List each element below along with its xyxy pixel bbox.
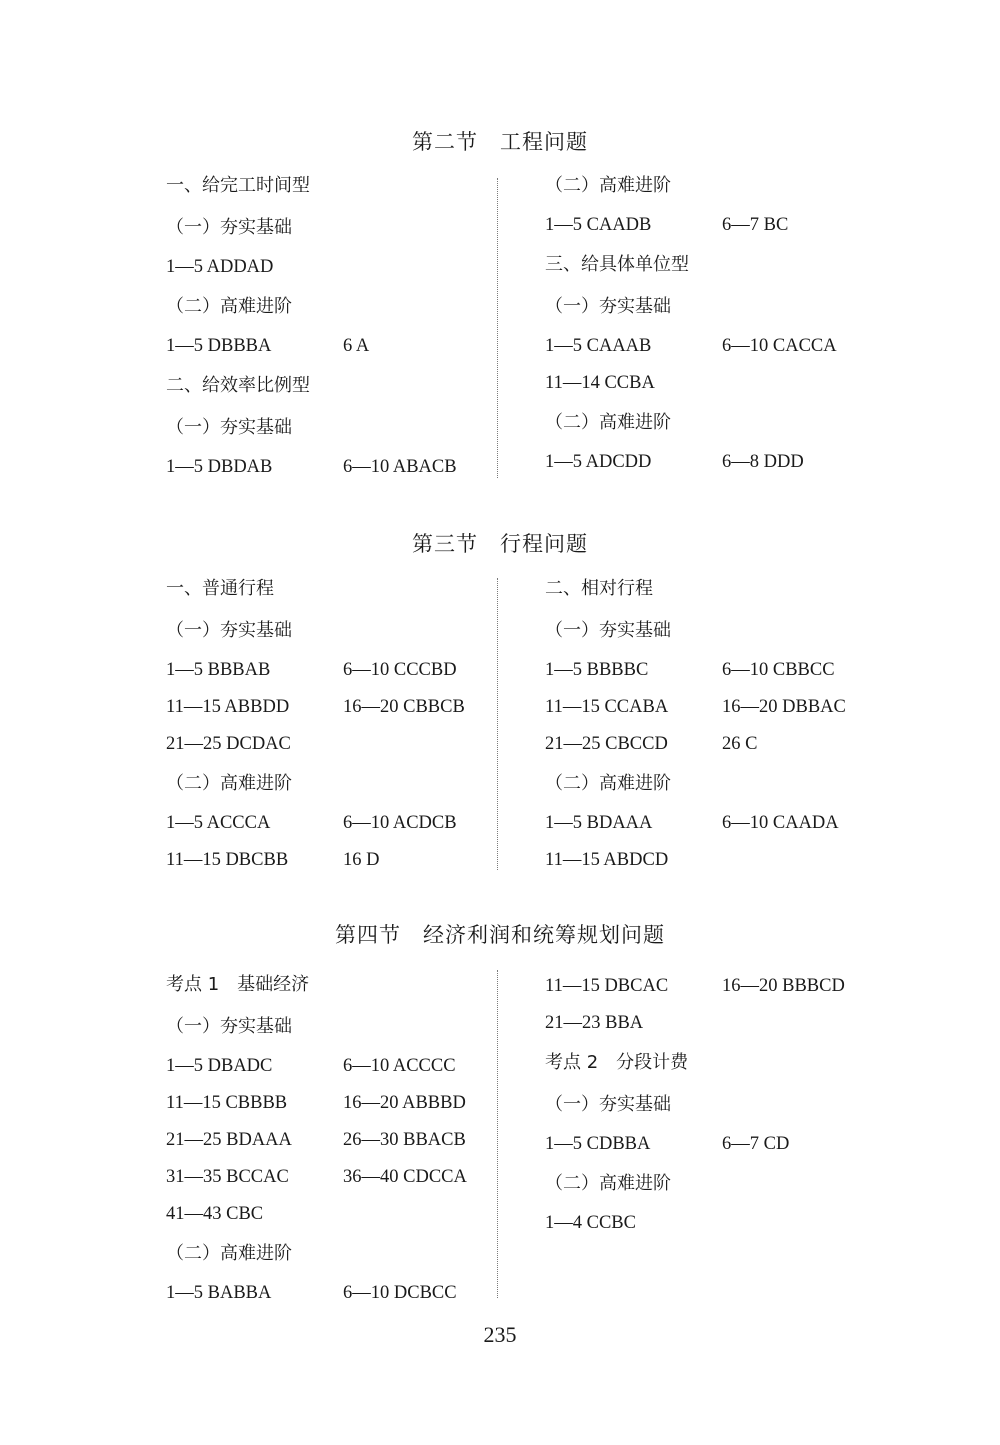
subsection-heading: 考点 1 基础经济: [166, 974, 310, 995]
answer-range: 1—5 BABBA: [166, 1283, 272, 1303]
answer-range: 16—20 DBBAC: [722, 697, 846, 717]
answer-range: 1—5 ADDAD: [166, 257, 274, 277]
answer-range: 6—10 CACCA: [722, 336, 837, 356]
answer-row: [166, 1122, 506, 1159]
answer-range: 6—10 CCCBD: [343, 660, 457, 680]
answer-range: 11—15 ABBDD: [166, 697, 290, 717]
answer-range: 1—5 DBBBA: [166, 336, 272, 356]
answer-row: [166, 1159, 506, 1196]
answer-range: 36—40 CDCCA: [343, 1167, 467, 1187]
answer-range: 16 D: [343, 850, 380, 870]
answer-row: [166, 726, 506, 763]
subsection-heading: 一、给完工时间型: [166, 175, 310, 196]
answer-range: 1—5 CDBBA: [545, 1134, 651, 1154]
answer-row: [545, 805, 885, 842]
section-name: 工程问题: [500, 130, 588, 154]
level-label: （二）高难进阶: [545, 412, 671, 433]
answer-range: 16—20 CBBCB: [343, 697, 465, 717]
section-number: 第三节: [412, 532, 478, 556]
answer-range: 11—15 ABDCD: [545, 850, 669, 870]
answer-range: 6—8 DDD: [722, 452, 804, 472]
section-title-4: [0, 919, 1000, 949]
answer-row: [166, 652, 506, 689]
answer-row: [545, 689, 885, 726]
answer-range: 1—5 ADCDD: [545, 452, 652, 472]
subsection-heading: 三、给具体单位型: [545, 254, 689, 275]
answer-range: 1—5 BBBBC: [545, 660, 649, 680]
answer-row: [166, 689, 506, 726]
section-title-2: [0, 126, 1000, 156]
answer-range: 16—20 ABBBD: [343, 1093, 466, 1113]
section-number: 第二节: [412, 130, 478, 154]
answer-row: [545, 1005, 885, 1042]
answer-row: [545, 652, 885, 689]
answer-row: [166, 1275, 506, 1312]
answer-range: 11—15 CCABA: [545, 697, 669, 717]
answer-range: 1—5 DBADC: [166, 1056, 273, 1076]
answer-range: 26—30 BBACB: [343, 1130, 466, 1150]
subsection-heading: 考点 2 分段计费: [545, 1052, 689, 1073]
answer-range: 11—14 CCBA: [545, 373, 655, 393]
answer-row: [166, 449, 506, 486]
answer-row: [545, 842, 885, 879]
subsection-heading: 一、普通行程: [166, 578, 274, 599]
answer-row: [166, 249, 506, 286]
level-label: （二）高难进阶: [545, 773, 671, 794]
answer-range: 1—5 DBDAB: [166, 457, 273, 477]
answer-range: 6—10 CAADA: [722, 813, 839, 833]
answer-row: [545, 328, 885, 365]
section-number: 第四节: [335, 923, 401, 947]
answer-range: 1—5 BBBAB: [166, 660, 271, 680]
answer-range: 26 C: [722, 734, 758, 754]
level-label: （一）夯实基础: [166, 217, 292, 238]
answer-row: [545, 1205, 885, 1242]
level-label: （二）高难进阶: [545, 175, 671, 196]
page-number: 235: [483, 1322, 517, 1347]
answer-row: [166, 1085, 506, 1122]
answer-range: 11—15 CBBBB: [166, 1093, 288, 1113]
level-label: （一）夯实基础: [545, 620, 671, 641]
answer-row: [545, 1126, 885, 1163]
subsection-heading: 二、给效率比例型: [166, 375, 310, 396]
answer-range: 21—25 BDAAA: [166, 1130, 292, 1150]
level-label: （二）高难进阶: [166, 773, 292, 794]
level-label: （一）夯实基础: [166, 417, 292, 438]
answer-row: [545, 365, 885, 402]
level-label: （一）夯实基础: [166, 1016, 292, 1037]
answer-range: 1—5 ACCCA: [166, 813, 271, 833]
level-label: （一）夯实基础: [166, 620, 292, 641]
answer-row: [545, 726, 885, 763]
answer-range: 11—15 DBCAC: [545, 976, 669, 996]
section-4-left-column: [166, 964, 506, 1312]
answer-row: [545, 207, 885, 244]
section-3-right-column: [545, 568, 885, 879]
section-name: 经济利润和统筹规划问题: [423, 923, 665, 947]
answer-range: 6—10 ABACB: [343, 457, 457, 477]
answer-range: 6—10 DCBCC: [343, 1283, 457, 1303]
answer-range: 6—10 CBBCC: [722, 660, 835, 680]
section-name: 行程问题: [500, 532, 588, 556]
answer-range: 16—20 BBBCD: [722, 976, 845, 996]
answer-row: [545, 968, 885, 1005]
answer-range: 11—15 DBCBB: [166, 850, 289, 870]
answer-range: 1—5 CAAAB: [545, 336, 652, 356]
section-title-3: [0, 528, 1000, 558]
answer-range: 21—25 DCDAC: [166, 734, 291, 754]
answer-row: [166, 805, 506, 842]
answer-row: [166, 328, 506, 365]
level-label: （二）高难进阶: [166, 296, 292, 317]
level-label: （二）高难进阶: [166, 1243, 292, 1264]
section-4-right-column: [545, 968, 885, 1242]
answer-range: 21—23 BBA: [545, 1013, 644, 1033]
level-label: （一）夯实基础: [545, 296, 671, 317]
level-label: （二）高难进阶: [545, 1173, 671, 1194]
answer-range: 6—10 ACDCB: [343, 813, 457, 833]
answer-range: 1—4 CCBC: [545, 1213, 636, 1233]
answer-range: 1—5 BDAAA: [545, 813, 653, 833]
answer-range: 21—25 CBCCD: [545, 734, 668, 754]
level-label: （一）夯实基础: [545, 1094, 671, 1115]
answer-range: 31—35 BCCAC: [166, 1167, 289, 1187]
subsection-heading: 二、相对行程: [545, 578, 653, 599]
answer-range: 6—7 BC: [722, 215, 789, 235]
section-3-left-column: [166, 568, 506, 879]
answer-row: [166, 842, 506, 879]
answer-range: 41—43 CBC: [166, 1204, 264, 1224]
answer-row: [166, 1048, 506, 1085]
section-2-left-column: [166, 165, 506, 486]
answer-range: 6—7 CD: [722, 1134, 790, 1154]
section-2-right-column: [545, 165, 885, 481]
answer-range: 6—10 ACCCC: [343, 1056, 456, 1076]
answer-row: [545, 444, 885, 481]
answer-range: 6 A: [343, 336, 370, 356]
answer-range: 1—5 CAADB: [545, 215, 652, 235]
answer-row: [166, 1196, 506, 1233]
